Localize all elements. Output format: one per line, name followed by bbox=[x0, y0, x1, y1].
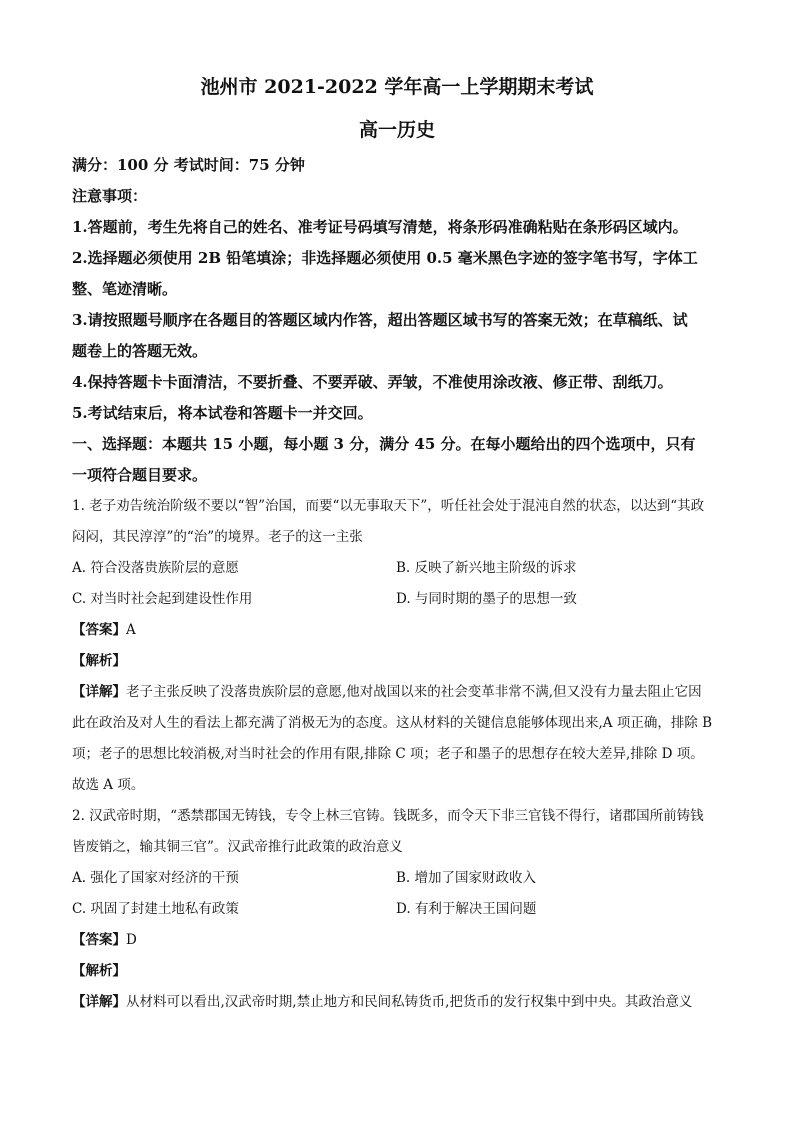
note-item: 2.选择题必须使用 2B 铅笔填涂；非选择题必须使用 0.5 毫米黑色字迹的签字笔书写，字体工 bbox=[72, 249, 698, 267]
document-title: 池州市 2021-2022 学年高一上学期期末考试 bbox=[200, 76, 594, 98]
option-a: A. 强化了国家对经济的干预 bbox=[72, 870, 239, 886]
notes-heading: 注意事项： bbox=[72, 187, 148, 205]
question-options-row bbox=[72, 553, 726, 584]
question-options-row bbox=[72, 894, 726, 925]
option-b: B. 反映了新兴地主阶级的诉求 bbox=[396, 560, 577, 576]
document-subtitle: 高一历史 bbox=[358, 119, 435, 141]
detail-line bbox=[72, 987, 726, 1018]
option-c: C. 对当时社会起到建设性作用 bbox=[72, 591, 253, 607]
section-heading-cont: 一项符合题目要求。 bbox=[72, 466, 208, 484]
option-b: B. 增加了国家财政收入 bbox=[396, 870, 537, 886]
analysis-tag: 【解析】 bbox=[72, 963, 126, 979]
detail-text: 故选 A 项。 bbox=[72, 777, 145, 793]
section-heading: 一、选择题：本题共 15 小题，每小题 3 分，满分 45 分。在每小题给出的四个选项中，只有 bbox=[72, 435, 696, 453]
detail-text: 项；老子的思想比较消极,对当时社会的作用有限,排除 C 项；老子和墨子的思想存在较大差异,排除 D 项。 bbox=[72, 746, 704, 762]
detail-text: 老子主张反映了没落贵族阶层的意愿,他对战国以来的社会变革非常不满,但又没有力量去阻止它因 bbox=[126, 684, 702, 700]
answer-tag: 【答案】 bbox=[72, 622, 126, 638]
note-item: 5.考试结束后，将本试卷和答题卡一并交回。 bbox=[72, 404, 373, 422]
detail-tag: 【详解】 bbox=[72, 994, 126, 1010]
answer-value: A bbox=[126, 622, 136, 638]
analysis-tag: 【解析】 bbox=[72, 653, 126, 669]
answer-line bbox=[72, 615, 726, 646]
note-item: 题卷上的答题无效。 bbox=[72, 342, 208, 360]
answer-tag: 【答案】 bbox=[72, 932, 126, 948]
option-d: D. 与同时期的墨子的思想一致 bbox=[396, 591, 577, 607]
detail-text: 从材料可以看出,汉武帝时期,禁止地方和民间私铸货币,把货币的发行权集中到中央。其政治意义 bbox=[126, 994, 693, 1010]
note-item: 4.保持答题卡卡面清洁，不要折叠、不要弄破、弄皱，不准使用涂改液、修正带、刮纸刀。 bbox=[72, 373, 673, 391]
question-options-row bbox=[72, 584, 726, 615]
note-item: 3.请按照题号顺序在各题目的答题区域内作答，超出答题区域书写的答案无效；在草稿纸、试 bbox=[72, 311, 688, 329]
question-stem: 1. 老子劝告统治阶级不要以“智”治国，而要“以无事取天下”，听任社会处于混沌自然的状态，以达到“其政 bbox=[72, 498, 705, 514]
option-c: C. 巩固了封建土地私有政策 bbox=[72, 901, 239, 917]
detail-tag: 【详解】 bbox=[72, 684, 126, 700]
document-body bbox=[72, 150, 726, 1018]
detail-text: 此在政治及对人生的看法上都充满了消极无为的态度。这从材料的关键信息能够体现出来,A 项正确，排除 B bbox=[72, 715, 713, 731]
exam-info: 满分：100 分 考试时间：75 分钟 bbox=[72, 156, 305, 174]
question-stem: 2. 汉武帝时期，“悉禁郡国无铸钱，专令上林三官铸。钱既多，而令天下非三官钱不得行，诸郡国所前铸钱 bbox=[72, 808, 704, 824]
option-d: D. 有利于解决王国问题 bbox=[396, 901, 537, 917]
note-item: 1.答题前，考生先将自己的姓名、准考证号码填写清楚，将条形码准确粘贴在条形码区域内。 bbox=[72, 218, 688, 236]
answer-line bbox=[72, 925, 726, 956]
question-options-row bbox=[72, 863, 726, 894]
question-stem-cont: 皆废销之，输其铜三官”。汉武帝推行此政策的政治意义 bbox=[72, 839, 403, 855]
answer-value: D bbox=[126, 932, 137, 948]
question-stem-cont: 闷闷，其民淳淳”的“治”的境界。老子的这一主张 bbox=[72, 529, 363, 545]
note-item: 整、笔迹清晰。 bbox=[72, 280, 178, 298]
option-a: A. 符合没落贵族阶层的意愿 bbox=[72, 560, 239, 576]
detail-line bbox=[72, 677, 726, 708]
